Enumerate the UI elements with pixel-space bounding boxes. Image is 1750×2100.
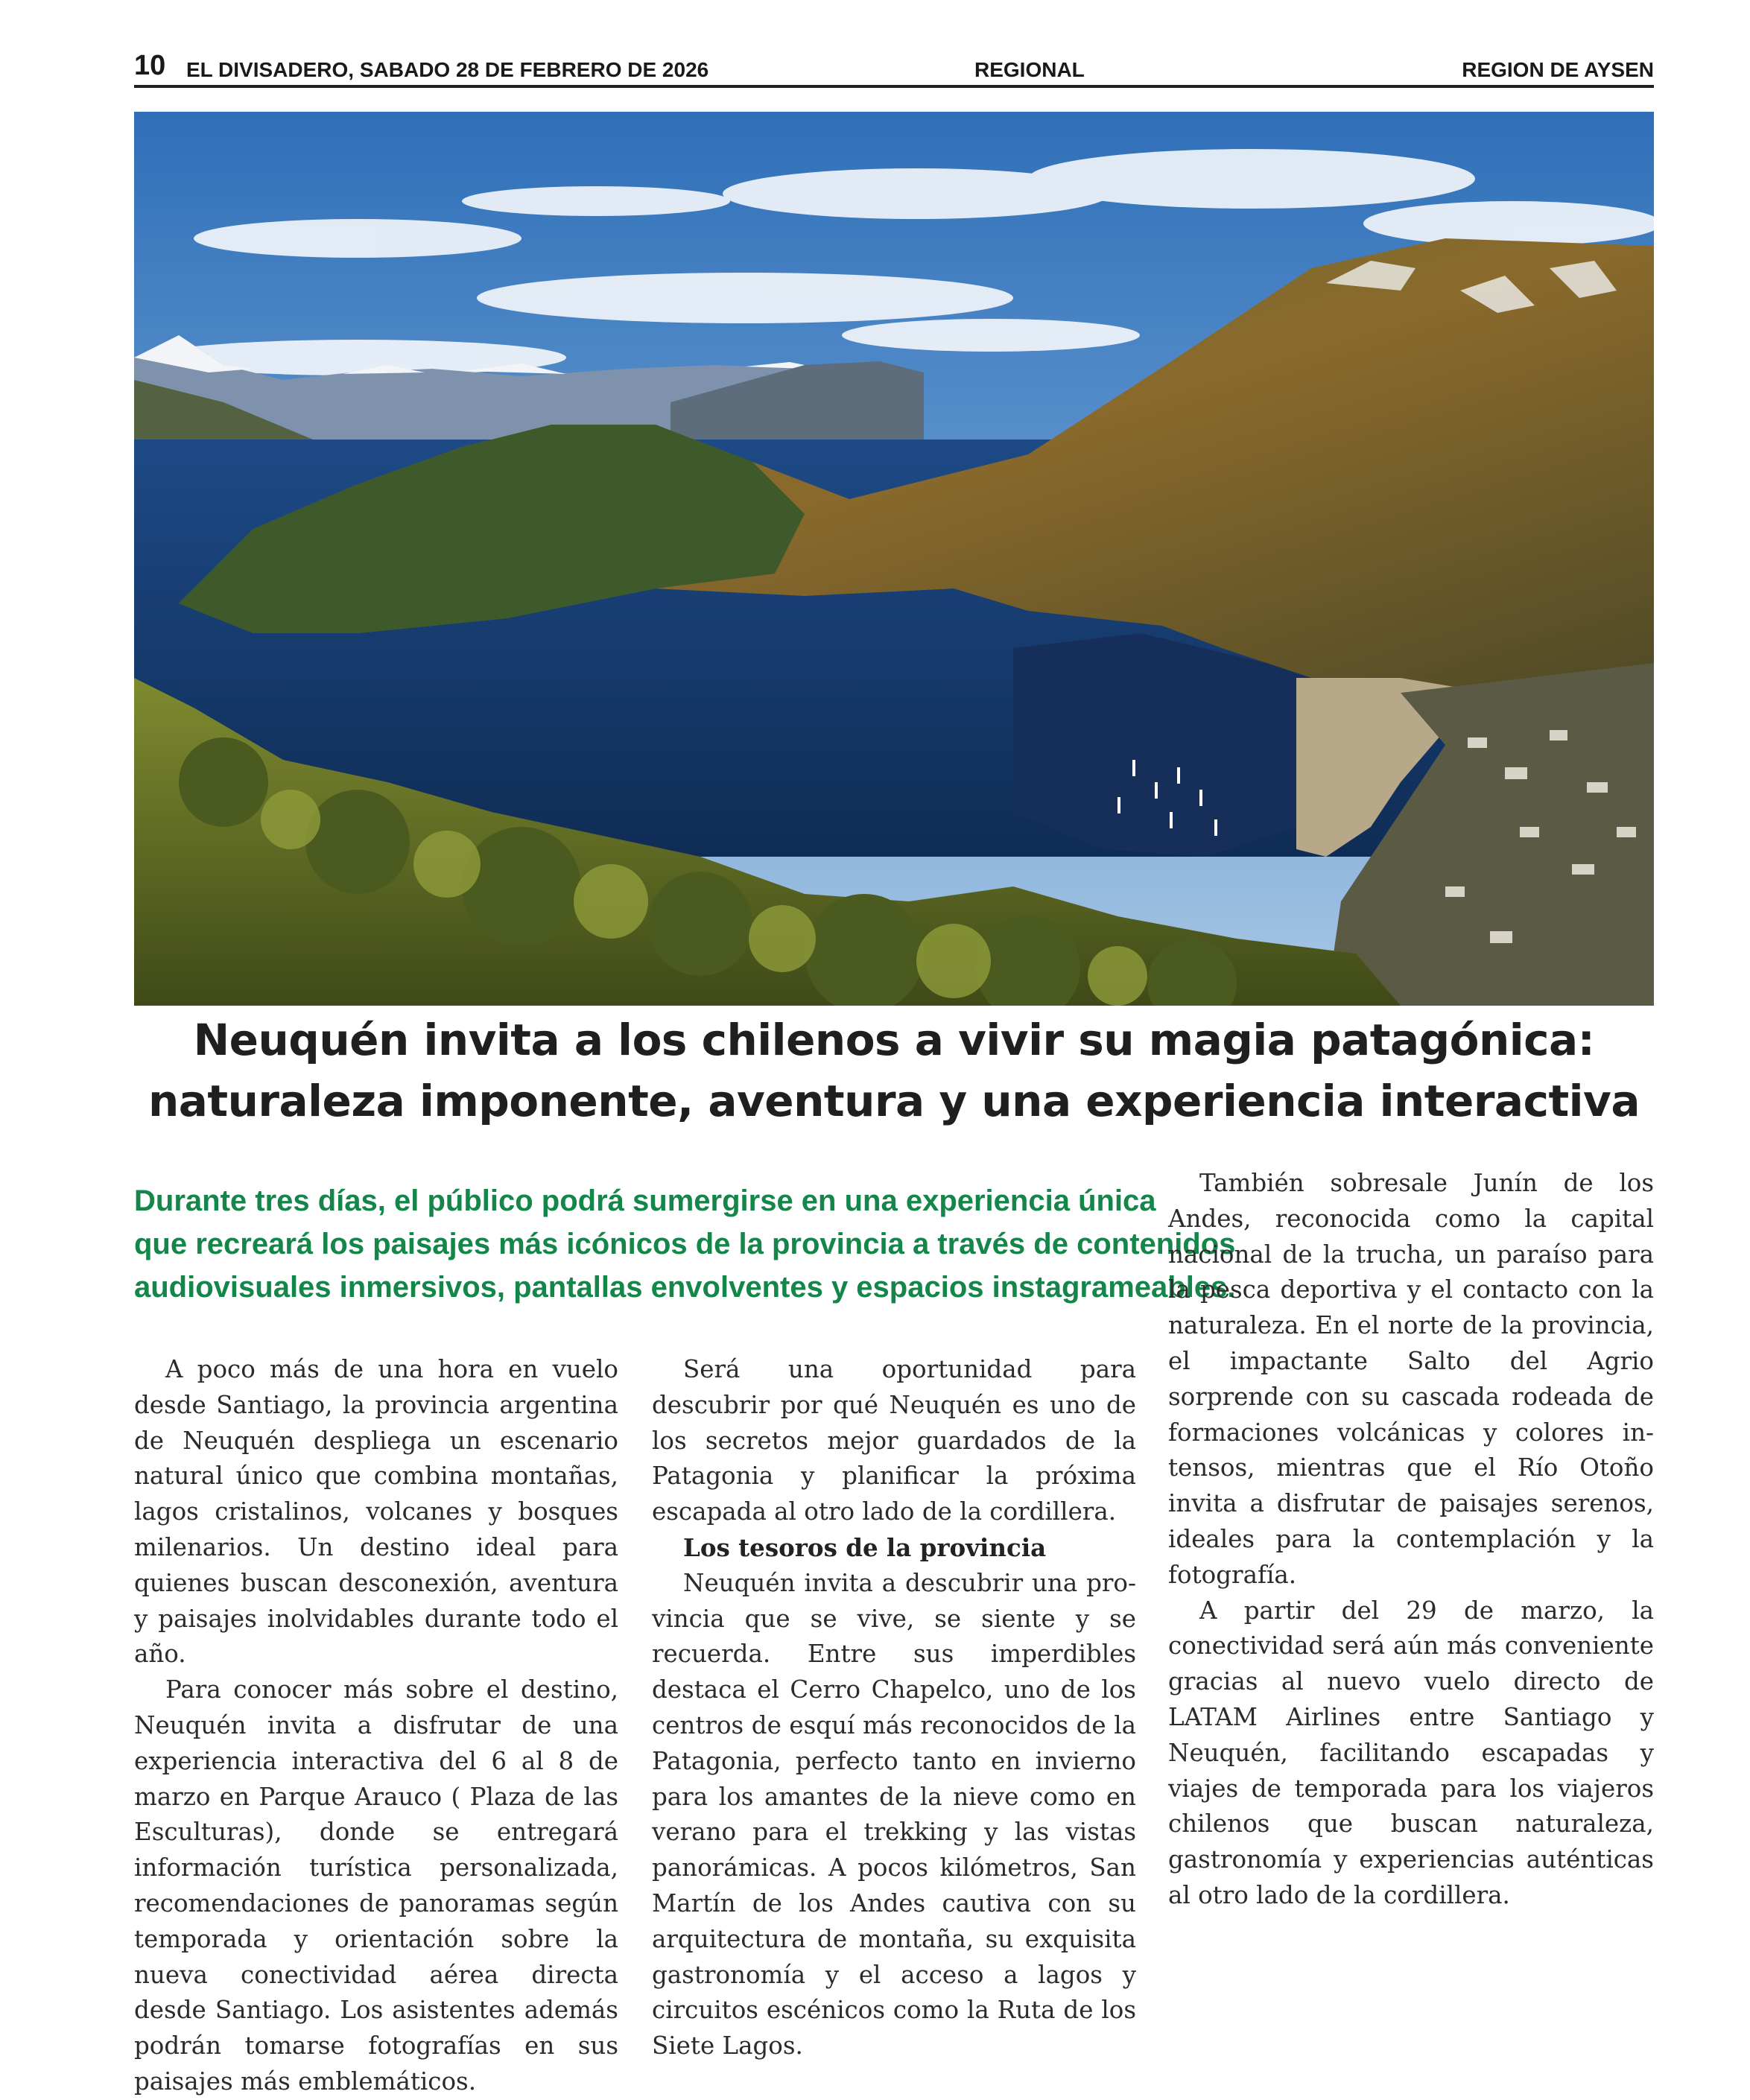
body-paragraph: También sobresale Junín de los Andes, reconocida como la capital nacional de la trucha, un paraíso para la pesca deportiva y el contacto con la naturaleza. En el norte de la provincia, el impactante Salto del Agrio sorprende con su cascada rodeada de formaciones volcánicas y colores intensos, mientras que el Río Otoño invita a disfrutar de paisajes serenos, ideales para la contemplación y la fotografía.: [1168, 1169, 1654, 1589]
lead-line-3: audiovisuales inmersivos, pantallas envolventes y espacios instagrameables.: [134, 1271, 1236, 1304]
article-column-3: [1168, 1166, 1654, 1914]
headline: [134, 1009, 1654, 1132]
article-column-1: [134, 1352, 618, 2100]
region-label: REGION DE AYSEN: [1462, 58, 1654, 81]
page-number: 10: [134, 50, 166, 81]
page-header: [134, 49, 1654, 88]
patagonia-lake-landscape-photo: [134, 112, 1654, 1006]
lead-line-2: que recreará los paisajes más icónicos de la provincia a través de contenidos: [134, 1228, 1236, 1260]
subheading: Los tesoros de la provincia: [683, 1532, 1047, 1562]
body-paragraph: Para conocer más sobre el destino, Neuquén invita a disfrutar de una experiencia interactiva del 6 al 8 de marzo en Parque Arauco ( Plaza de las Esculturas), donde se entregará información turística personalizada, recomendaciones de panoramas según temporada y orientación sobre la nueva conectividad aérea directa desde Santiago. Los asistentes además podrán tomarse fotografías en sus paisajes más emblemáticos.: [134, 1675, 618, 2096]
body-paragraph: A poco más de una hora en vuelo desde Santiago, la provincia argentina de Neuquén despliega un escenario natural único que combina montañas, lagos cristalinos, volcanes y bosques milenarios. Un destino ideal para quienes buscan desconexión, aventura y paisajes inolvidables durante todo el año.: [134, 1355, 618, 1669]
body-paragraph: A partir del 29 de marzo, la conectividad será aún más conveniente gracias al nuevo vuelo directo de LATAM Airlines entre Santiago y Neuquén, facilitando escapadas y viajes de temporada para los viajeros chilenos que buscan naturaleza, gastronomía y experiencias auténticas al otro lado de la cordillera.: [1168, 1596, 1654, 1909]
lead-paragraph: [134, 1179, 1236, 1309]
headline-line-2: naturaleza imponente, aventura y una experiencia interactiva: [148, 1076, 1640, 1126]
dateline: EL DIVISADERO, SABADO 28 DE FEBRERO DE 2026: [186, 58, 709, 81]
lead-line-1: Durante tres días, el público podrá sumergirse en una experiencia única: [134, 1184, 1156, 1217]
body-paragraph: Neuquén invita a descubrir una provincia que se vive, se siente y se recuerda. Entre sus imperdibles destaca el Cerro Chapelco, uno de los centros de esquí más reconocidos de la Patagonia, perfecto tanto en invierno para los amantes de la nieve como en verano para el trekking y las vistas panorámicas. A pocos kilómetros, San Martín de los Andes cautiva con su arquitectura de montaña, su exquisita gastronomía y el acceso a lagos y circuitos escénicos como la Ruta de los Siete Lagos.: [652, 1568, 1136, 2061]
headline-line-1: Neuquén invita a los chilenos a vivir su magia patagónica:: [193, 1015, 1595, 1065]
section-label: REGIONAL: [974, 58, 1085, 81]
body-paragraph: Será una oportunidad para descubrir por qué Neuquén es uno de los secretos mejor guardados de la Patagonia y planificar la próxima escapada al otro lado de la cordillera.: [652, 1355, 1136, 1526]
article-column-2: [652, 1352, 1136, 2064]
